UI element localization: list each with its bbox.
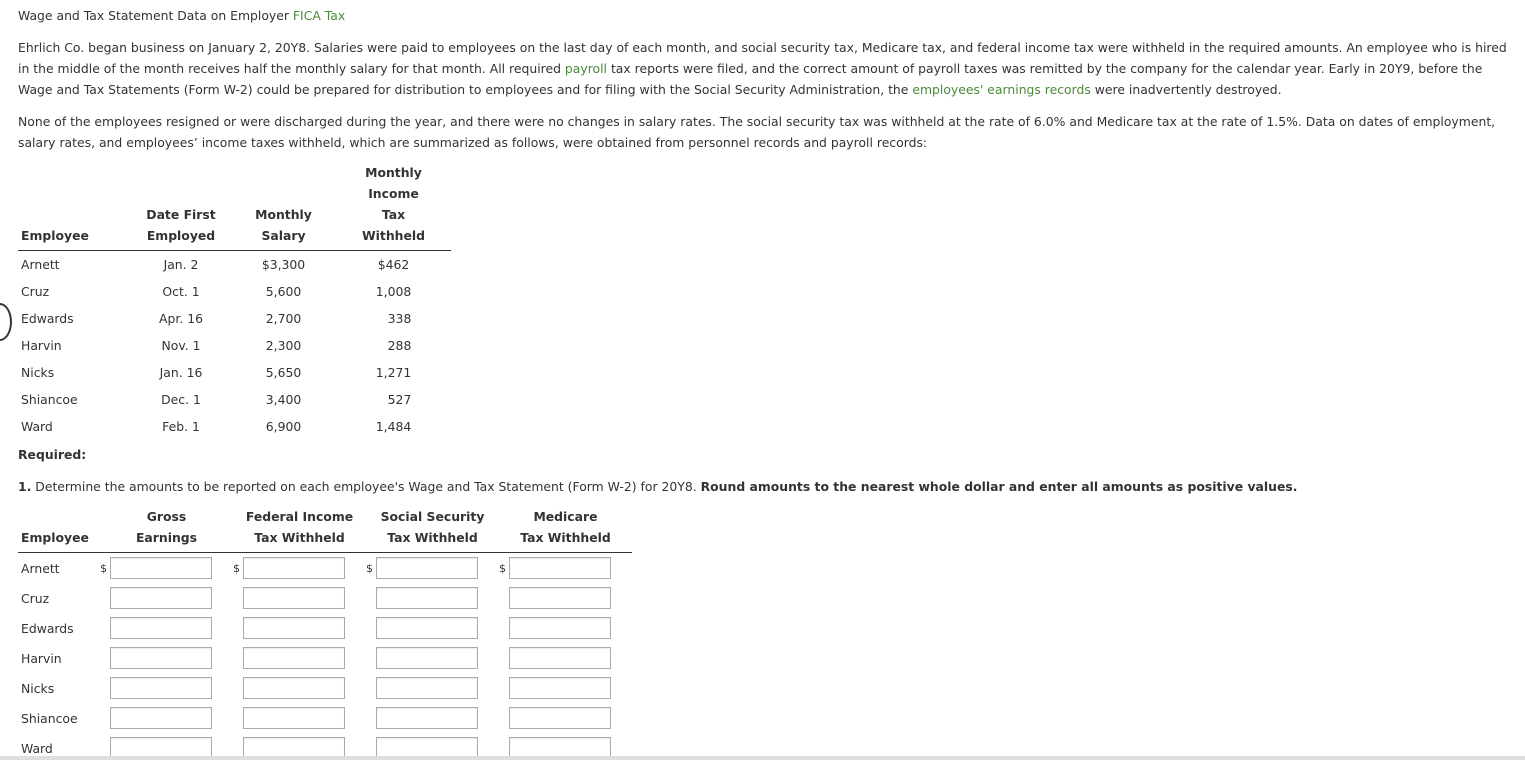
data-table-header	[18, 162, 451, 251]
table-row: Nicks Jan. 16 5,650 1,271	[21, 365, 412, 380]
header-social-security-tax-withheld: Social Security Tax Withheld	[366, 506, 499, 553]
gross-earnings-input[interactable]	[110, 617, 212, 639]
social-security-tax-input[interactable]	[376, 647, 478, 669]
gross-earnings-input[interactable]	[110, 587, 212, 609]
social-security-tax-input[interactable]	[376, 557, 478, 579]
answer-row: Ward	[18, 733, 632, 763]
horizontal-scrollbar[interactable]	[0, 756, 1525, 760]
fica-tax-link[interactable]: FICA Tax	[292, 8, 346, 23]
intro-paragraph-2: None of the employees resigned or were discharged during the year, and there were no changes in salary rates. The social security tax was withheld at the rate of 6.0% and Medicare tax at the rate of 1.5%. Data on dates of employment, salary rates, and employees’ income taxes withheld, which are summarized as follows, were obtained from personnel records and payroll records:	[18, 114, 1496, 150]
title-text: Wage and Tax Statement Data on Employer	[18, 8, 293, 23]
answer-table-header	[18, 506, 632, 553]
dollar-sign: $	[499, 561, 506, 575]
social-security-tax-input[interactable]	[376, 617, 478, 639]
answer-row: Edwards	[18, 613, 632, 643]
gross-earnings-input[interactable]	[110, 677, 212, 699]
partial-circle-decoration	[0, 303, 12, 341]
intro-paragraph-1: Ehrlich Co. began business on January 2, 20Y8. Salaries were paid to employees on the last day of each month, and social security tax, Medicare tax, and federal income tax were withheld in the required amounts. An employee who is hired in the middle of the month receives half the monthly salary for that month. All required payroll tax reports were filed, and the correct amount of payroll taxes was remitted by the company for the calendar year. Early in 20Y9, before the Wage and Tax Statements (Form W-2) could be prepared for distribution to employees and for filing with the Social Security Administration, the employees' earnings records were inadvertently destroyed.	[18, 40, 1507, 97]
header-employee: Employee	[18, 506, 100, 553]
medicare-tax-input[interactable]	[509, 617, 611, 639]
social-security-tax-input[interactable]	[376, 677, 478, 699]
federal-income-tax-input[interactable]	[243, 617, 345, 639]
header-gross-earnings: Gross Earnings	[100, 506, 233, 553]
gross-earnings-input[interactable]	[110, 557, 212, 579]
employees-earnings-records-link[interactable]: employees' earnings records	[912, 82, 1091, 97]
question-1: 1. Determine the amounts to be reported on each employee's Wage and Tax Statement (Form W-2) for 20Y8. Round amounts to the nearest whole dollar and enter all amounts as positive values.	[18, 479, 1298, 494]
table-row: Arnett Jan. 2 $3,300 $462	[21, 257, 410, 272]
social-security-tax-input[interactable]	[376, 587, 478, 609]
table-row: Harvin Nov. 1 2,300 288	[21, 338, 412, 353]
dollar-sign: $	[366, 561, 373, 575]
table-row: Cruz Oct. 1 5,600 1,008	[21, 284, 412, 299]
medicare-tax-input[interactable]	[509, 587, 611, 609]
header-federal-income-tax-withheld: Federal Income Tax Withheld	[233, 506, 366, 553]
answer-row: Arnett $ $ $ $	[18, 553, 632, 584]
required-label: Required:	[18, 447, 87, 462]
federal-income-tax-input[interactable]	[243, 677, 345, 699]
federal-income-tax-input[interactable]	[243, 647, 345, 669]
header-date-first-employed: Date First Employed	[131, 162, 231, 251]
employee-data-table	[18, 162, 451, 440]
header-monthly-salary: Monthly Salary	[231, 162, 336, 251]
medicare-tax-input[interactable]	[509, 647, 611, 669]
federal-income-tax-input[interactable]	[243, 707, 345, 729]
gross-earnings-input[interactable]	[110, 707, 212, 729]
gross-earnings-input[interactable]	[110, 647, 212, 669]
answer-row: Shiancoe	[18, 703, 632, 733]
w2-answer-table	[18, 506, 632, 763]
page-title	[18, 8, 345, 24]
table-row: Shiancoe Dec. 1 3,400 527	[21, 392, 412, 407]
header-monthly-income-tax-withheld: Monthly Income Tax Withheld	[336, 162, 451, 251]
table-row: Ward Feb. 1 6,900 1,484	[21, 419, 412, 434]
dollar-sign: $	[233, 561, 240, 575]
header-employee: Employee	[18, 162, 131, 251]
header-medicare-tax-withheld: Medicare Tax Withheld	[499, 506, 632, 553]
social-security-tax-input[interactable]	[376, 707, 478, 729]
table-row: Edwards Apr. 16 2,700 338	[21, 311, 412, 326]
answer-row: Cruz	[18, 583, 632, 613]
payroll-link[interactable]: payroll	[564, 61, 607, 76]
federal-income-tax-input[interactable]	[243, 587, 345, 609]
medicare-tax-input[interactable]	[509, 557, 611, 579]
federal-income-tax-input[interactable]	[243, 557, 345, 579]
answer-row: Harvin	[18, 643, 632, 673]
answer-row: Nicks	[18, 673, 632, 703]
medicare-tax-input[interactable]	[509, 677, 611, 699]
medicare-tax-input[interactable]	[509, 707, 611, 729]
dollar-sign: $	[100, 561, 107, 575]
